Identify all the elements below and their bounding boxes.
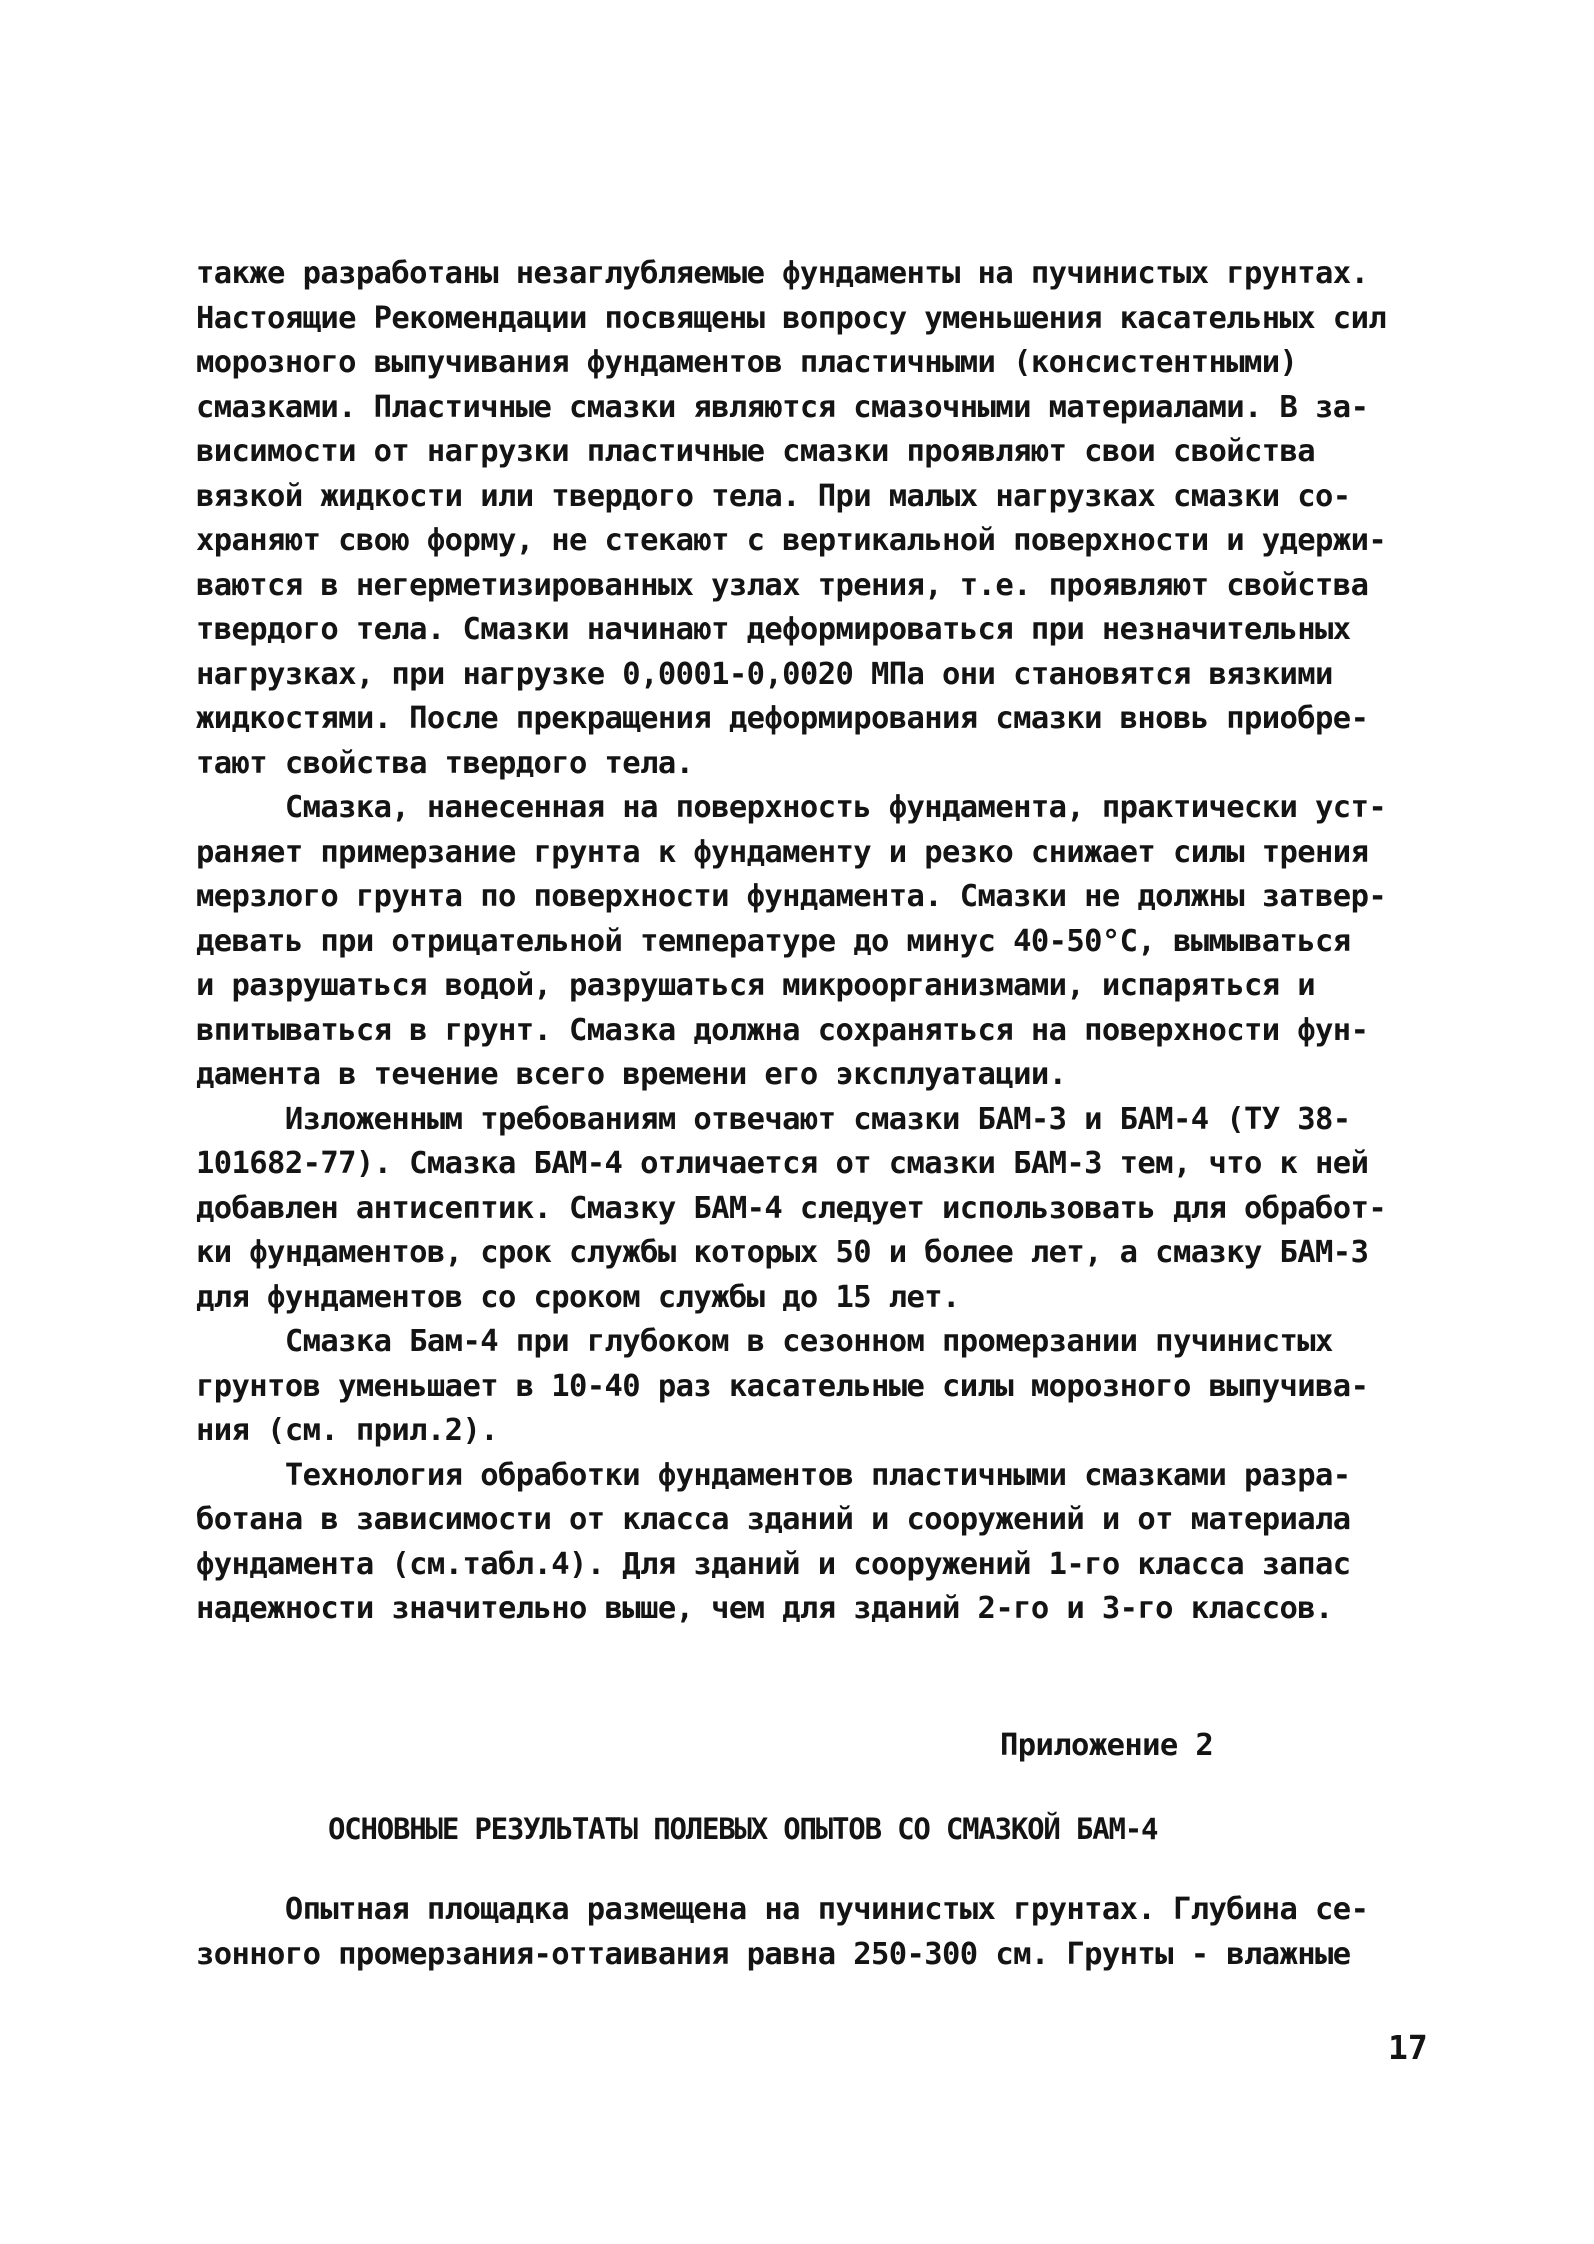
text-line: Смазка, нанесенная на поверхность фундамента, практически уст- — [196, 790, 1387, 825]
text-line: грунтов уменьшает в 10-40 раз касательные силы морозного выпучива- — [196, 1368, 1369, 1404]
text-line: морозного выпучивания фундаментов пластичными (консистентными) — [196, 345, 1298, 380]
text-line: Изложенным требованиям отвечают смазки БАМ-3 и БАМ-4 (ТУ 38- — [196, 1101, 1351, 1137]
text-line: фундамента (см.табл.4). Для зданий и сооружений 1-го класса запас — [196, 1546, 1351, 1582]
text-line: Технология обработки фундаментов пластичными смазками разра- — [196, 1457, 1351, 1493]
text-line: висимости от нагрузки пластичные смазки проявляют свои свойства — [196, 434, 1316, 469]
text-line: храняют свою форму, не стекают с вертикальной поверхности и удержи- — [196, 523, 1387, 558]
text-line: надежности значительно выше, чем для зданий 2-го и 3-го классов. — [196, 1591, 1333, 1626]
text-line: Опытная площадка размещена на пучинистых грунтах. Глубина се- — [196, 1892, 1369, 1927]
text-line: также разработаны незаглубляемые фундаменты на пучинистых грунтах. — [196, 256, 1369, 291]
text-line: ваются в негерметизированных узлах трения, т.е. проявляют свойства — [196, 567, 1369, 603]
text-line: 101682-77). Смазка БАМ-4 отличается от смазки БАМ-3 тем, что к ней — [196, 1146, 1369, 1181]
text-line: нагрузках, при нагрузке 0,0001-0,0020 МПа они становятся вязкими — [196, 656, 1333, 692]
text-line: раняет примерзание грунта к фундаменту и резко снижает силы трения — [196, 834, 1369, 870]
text-line: Смазка Бам-4 при глубоком в сезонном промерзании пучинистых — [196, 1324, 1333, 1359]
page-number: 17 — [1388, 2028, 1428, 2067]
text-line: вязкой жидкости или твердого тела. При малых нагрузках смазки со- — [196, 478, 1351, 514]
body-text — [196, 252, 1436, 1632]
text-line: зонного промерзания-оттаивания равна 250-300 см. Грунты - влажные — [196, 1936, 1351, 1972]
text-line: жидкостями. После прекращения деформирования смазки вновь приобре- — [196, 701, 1369, 736]
closing-text — [196, 1888, 1436, 1977]
text-line: твердого тела. Смазки начинают деформироваться при незначительных — [196, 612, 1351, 647]
text-line: тают свойства твердого тела. — [196, 745, 694, 781]
text-line: ки фундаментов, срок службы которых 50 и более лет, а смазку БАМ-3 — [196, 1235, 1369, 1270]
text-line: Настоящие Рекомендации посвящены вопросу уменьшения касательных сил — [196, 300, 1387, 336]
text-line: и разрушаться водой, разрушаться микроорганизмами, испаряться и — [196, 968, 1316, 1003]
text-line: мерзлого грунта по поверхности фундамента. Смазки не должны затвер- — [196, 879, 1387, 914]
appendix-label: Приложение 2 — [1000, 1728, 1214, 1763]
text-line: для фундаментов со сроком службы до 15 лет. — [196, 1279, 960, 1315]
text-line: впитываться в грунт. Смазка должна сохраняться на поверхности фун- — [196, 1012, 1369, 1048]
text-line: ния (см. прил.2). — [196, 1413, 498, 1448]
text-line: дамента в течение всего времени его эксплуатации. — [196, 1057, 1067, 1092]
text-line: ботана в зависимости от класса зданий и сооружений и от материала — [196, 1502, 1351, 1537]
text-line: добавлен антисептик. Смазку БАМ-4 следует использовать для обработ- — [196, 1190, 1387, 1226]
text-line: смазками. Пластичные смазки являются смазочными материалами. В за- — [196, 389, 1369, 425]
section-heading: ОСНОВНЫЕ РЕЗУЛЬТАТЫ ПОЛЕВЫХ ОПЫТОВ СО СМАЗКОЙ БАМ-4 — [328, 1812, 1158, 1846]
text-line: девать при отрицательной температуре до минус 40-50°С, вымываться — [196, 923, 1351, 959]
